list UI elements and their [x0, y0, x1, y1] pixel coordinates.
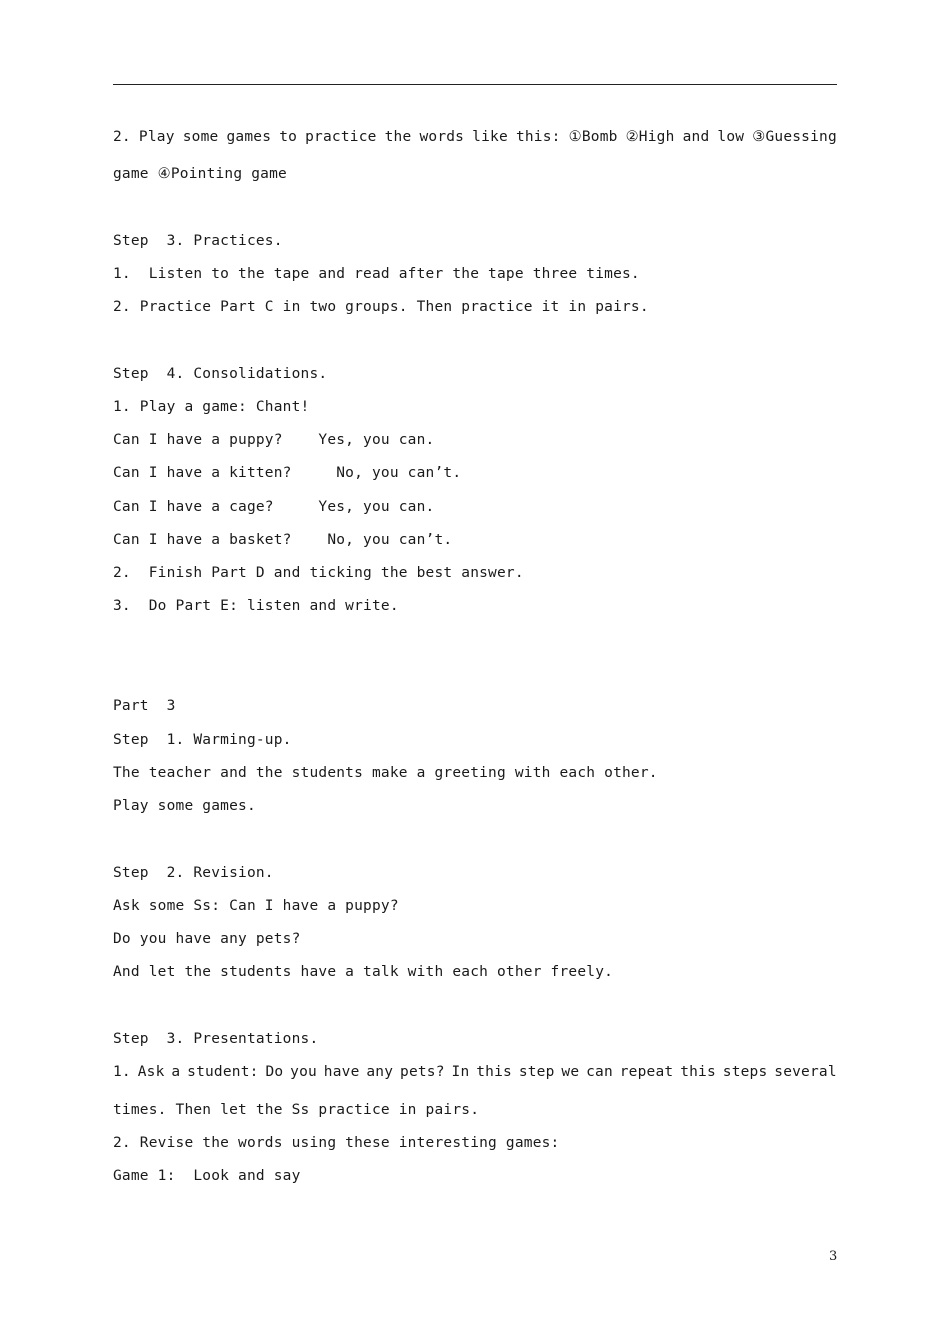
word: Ask: [137, 1064, 165, 1080]
part3-step2-heading: Step 2. Revision.: [113, 865, 274, 881]
word: student:: [187, 1064, 259, 1080]
word: some: [182, 129, 219, 145]
word: practice: [305, 129, 377, 145]
word: have: [323, 1064, 360, 1080]
step3-heading: Step 3. Practices.: [113, 233, 283, 249]
word: Do: [265, 1064, 284, 1080]
header-rule: [113, 84, 837, 85]
word: the: [384, 129, 412, 145]
step3-item-1: 1. Listen to the tape and read after the tape three times.: [113, 266, 640, 282]
word: this: [680, 1064, 716, 1080]
word: steps: [722, 1064, 768, 1080]
chant-line: Can I have a kitten? No, you can’t.: [113, 465, 462, 481]
word: step: [518, 1064, 555, 1080]
chant-line: Can I have a puppy? Yes, you can.: [113, 432, 435, 448]
step4-item-1: 1. Play a game: Chant!: [113, 399, 310, 415]
word: In: [451, 1064, 470, 1080]
word: 2.: [113, 129, 131, 145]
part3-heading: Part 3: [113, 698, 176, 714]
page-number: 3: [829, 1249, 838, 1264]
part3-step3-game1: Game 1: Look and say: [113, 1168, 301, 1184]
paragraph-games-continuation: game ④Pointing game: [113, 166, 287, 182]
word: low: [717, 129, 745, 145]
word: games: [226, 129, 272, 145]
word: 1.: [113, 1064, 131, 1080]
word: pets?: [400, 1064, 445, 1080]
word: this:: [515, 129, 561, 145]
step4-item-3: 3. Do Part E: listen and write.: [113, 598, 399, 614]
step4-heading: Step 4. Consolidations.: [113, 366, 328, 382]
word: words: [419, 129, 465, 145]
word: several: [774, 1064, 837, 1080]
paragraph-games-line: [113, 128, 837, 146]
word: you: [290, 1064, 317, 1080]
word: can: [586, 1064, 613, 1080]
part3-step1-heading: Step 1. Warming-up.: [113, 732, 292, 748]
word: this: [476, 1064, 512, 1080]
word: like: [472, 129, 508, 145]
part3-step2-line-3: And let the students have a talk with each other freely.: [113, 964, 614, 980]
word: ①Bomb: [568, 129, 618, 145]
part3-step3-item-2: 2. Revise the words using these interesting games:: [113, 1135, 560, 1151]
part3-step3-item-1: [113, 1063, 837, 1081]
word: we: [561, 1064, 580, 1080]
word: any: [366, 1064, 394, 1080]
word: ②High: [625, 129, 675, 145]
word: to: [279, 129, 298, 145]
chant-line: Can I have a basket? No, you can’t.: [113, 532, 453, 548]
part3-step3-item-1-continuation: times. Then let the Ss practice in pairs.: [113, 1102, 480, 1118]
chant-line: Can I have a cage? Yes, you can.: [113, 499, 435, 515]
step4-item-2: 2. Finish Part D and ticking the best answer.: [113, 565, 524, 581]
word: Play: [138, 129, 175, 145]
part3-step2-line-2: Do you have any pets?: [113, 931, 301, 947]
part3-step3-heading: Step 3. Presentations.: [113, 1031, 319, 1047]
part3-step1-line-1: The teacher and the students make a greeting with each other.: [113, 765, 658, 781]
word: and: [682, 129, 710, 145]
part3-step2-line-1: Ask some Ss: Can I have a puppy?: [113, 898, 399, 914]
part3-step1-line-2: Play some games.: [113, 798, 256, 814]
step3-item-2: 2. Practice Part C in two groups. Then practice it in pairs.: [113, 299, 649, 315]
word: a: [171, 1064, 181, 1080]
word: ③Guessing: [752, 129, 837, 145]
word: repeat: [619, 1064, 674, 1080]
